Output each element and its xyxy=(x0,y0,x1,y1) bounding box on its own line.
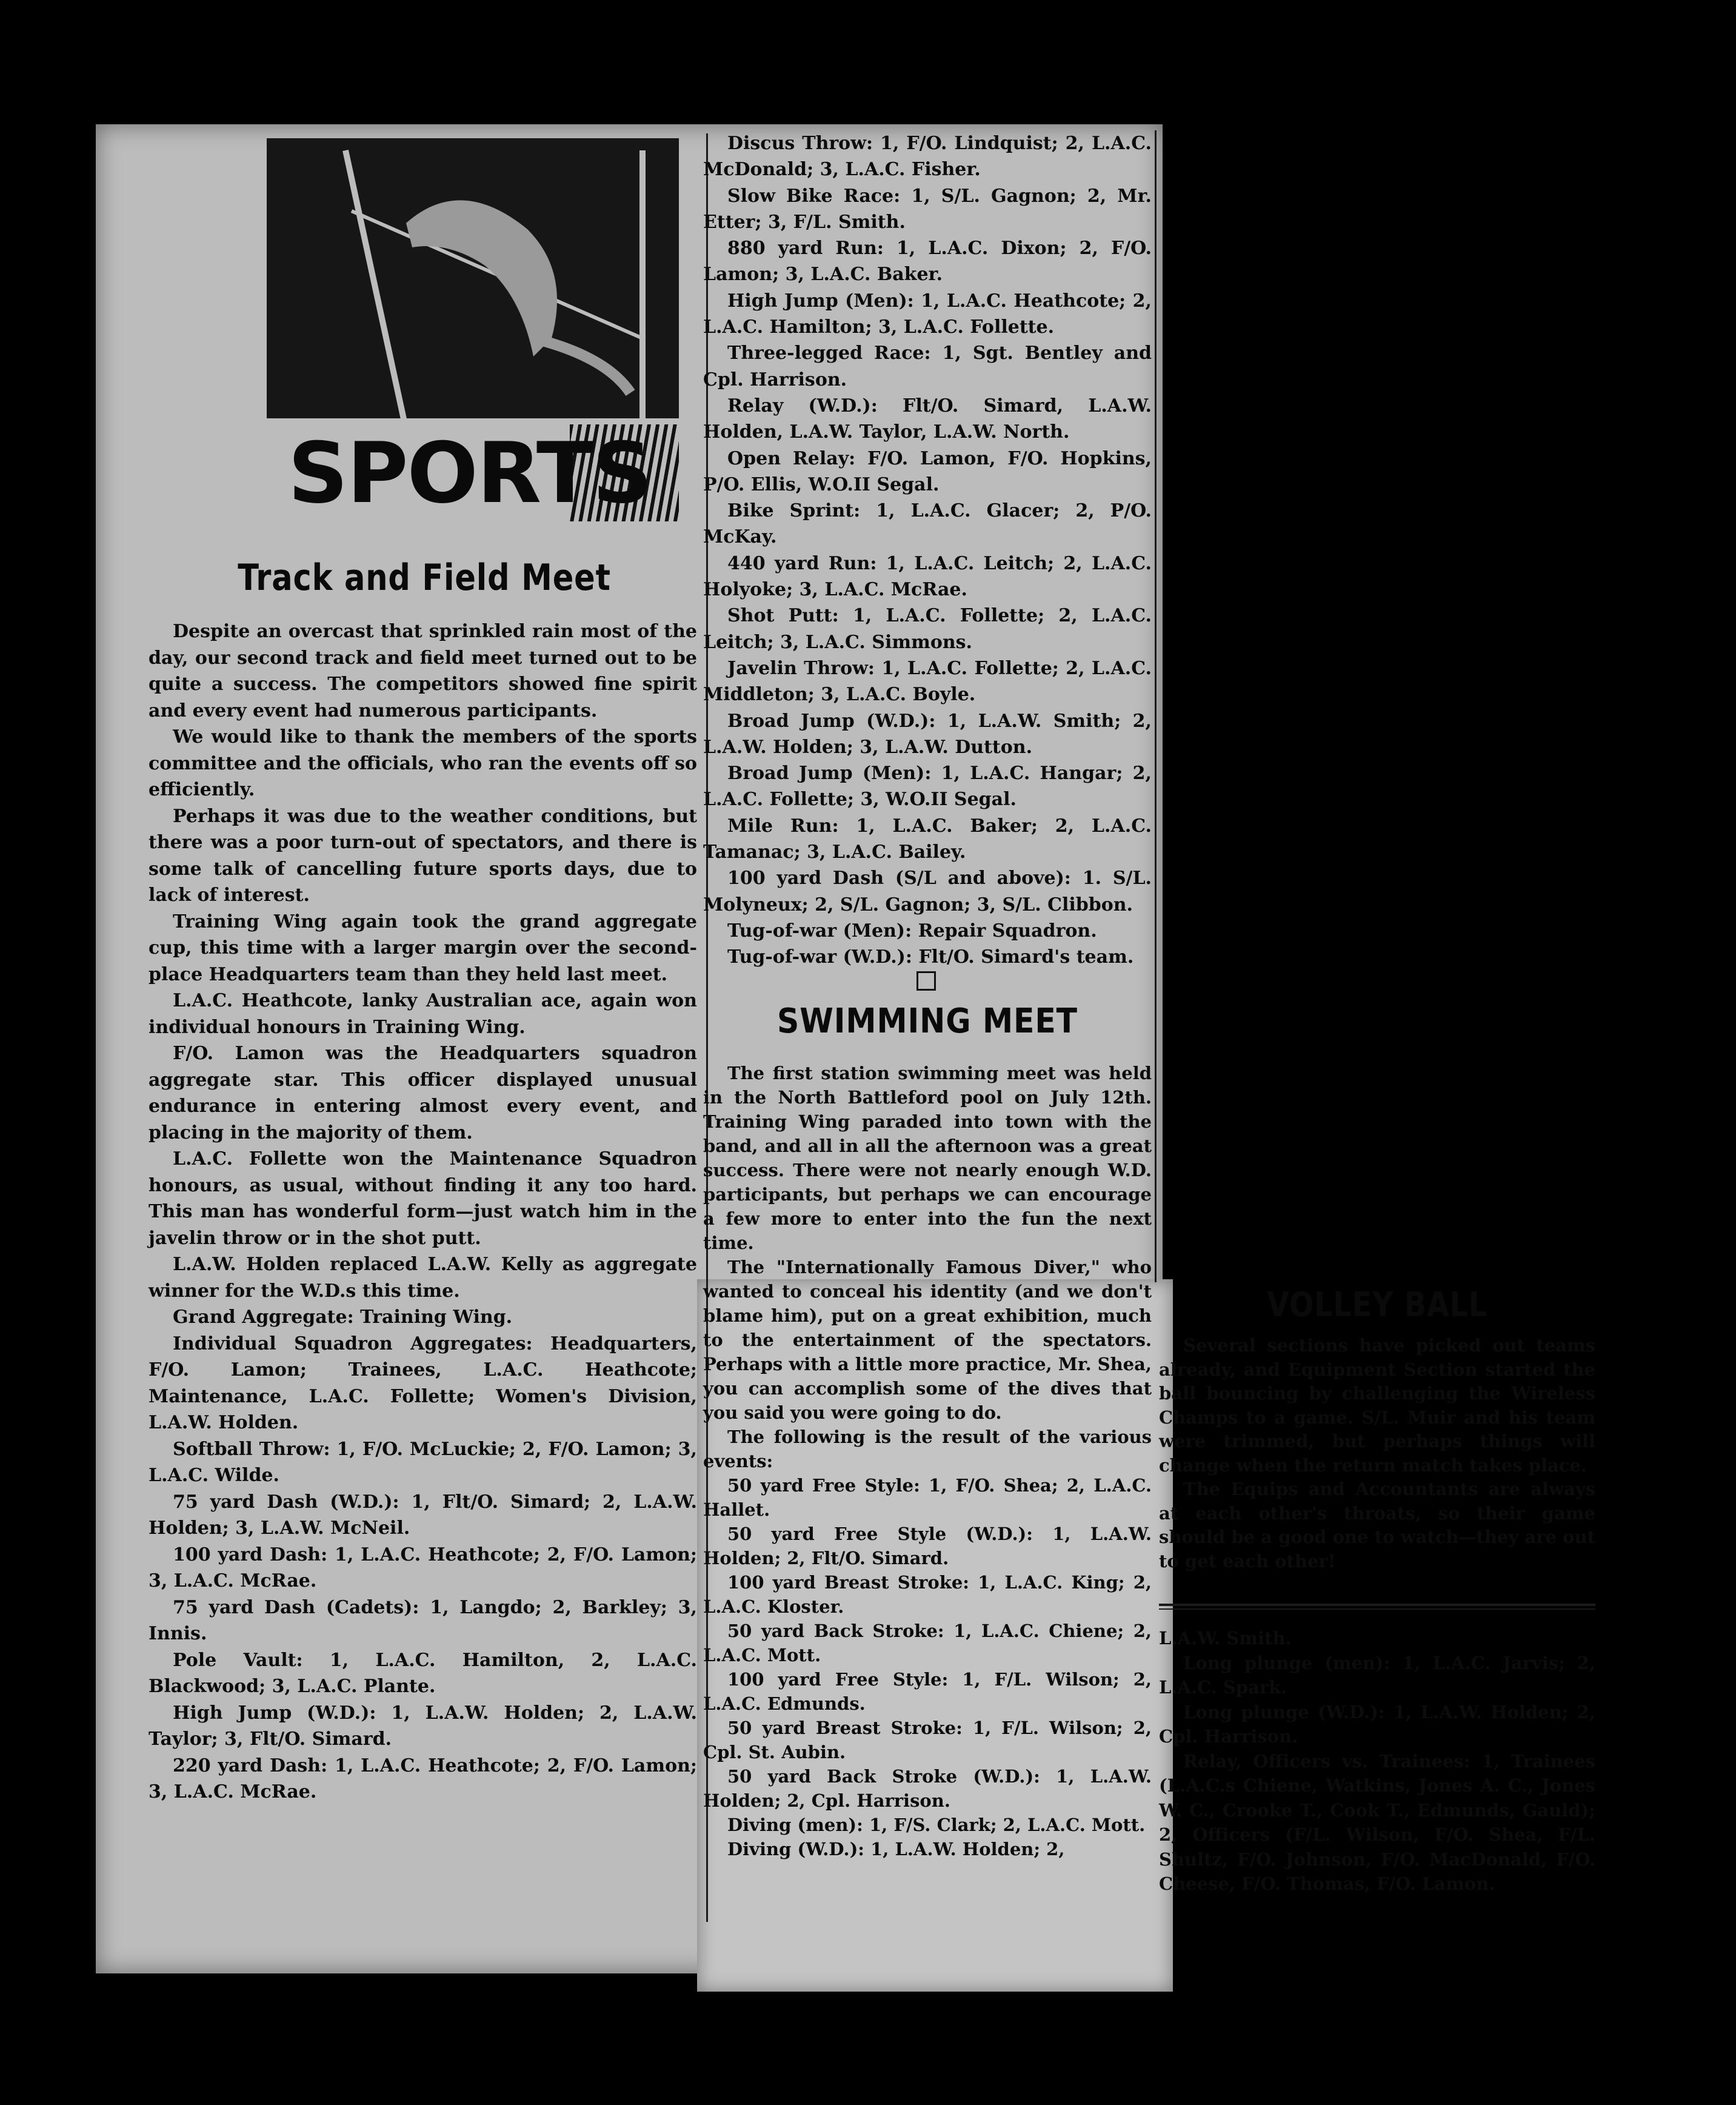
result-line: Relay (W.D.): Flt/O. Simard, L.A.W. Holden, L.A.W. Taylor, L.A.W. North. xyxy=(703,395,1152,443)
result-line: 50 yard Breast Stroke: 1, F/L. Wilson; 2, Cpl. St. Aubin. xyxy=(703,1718,1152,1762)
swimming-article xyxy=(703,1061,1152,1861)
paragraph: Despite an overcast that sprinkled rain most of the day, our second track and field meet turned out to be quite a success. The competitors showed fine spirit and every event had numerous participants. xyxy=(149,621,697,721)
paragraph: L.A.C. Heathcote, lanky Australian ace, again won individual honours in Training Wing. xyxy=(149,990,697,1038)
volley-divider xyxy=(1159,1604,1595,1606)
result-line: Mile Run: 1, L.A.C. Baker; 2, L.A.C. Tamanac; 3, L.A.C. Bailey. xyxy=(703,815,1152,863)
result-line: 50 yard Back Stroke (W.D.): 1, L.A.W. Holden; 2, Cpl. Harrison. xyxy=(703,1766,1152,1811)
result-line: Tug-of-war (Men): Repair Squadron. xyxy=(727,920,1097,942)
paragraph: The "Internationally Famous Diver," who wanted to conceal his identity (and we don't blame him), put on a great exhibition, much to the entertainment of the spectators. Perhaps with a little more practice, Mr. Shea, you can accomplish some of the dives that you said you were going to do. xyxy=(703,1257,1152,1423)
paragraph: F/O. Lamon was the Headquarters squadron aggregate star. This officer displayed unusual endurance in entering almost every event, and placing in the majority of them. xyxy=(149,1043,697,1143)
paragraph: L.A.W. Holden replaced L.A.W. Kelly as aggregate winner for the W.D.s this time. xyxy=(149,1254,697,1302)
result-line: 50 yard Free Style (W.D.): 1, L.A.W. Holden; 2, Flt/O. Simard. xyxy=(703,1524,1152,1568)
track-headline: Track and Field Meet xyxy=(238,557,611,599)
result-line: L.A.W. Smith. xyxy=(1159,1628,1292,1648)
result-line: High Jump (Men): 1, L.A.C. Heathcote; 2, L.A.C. Hamilton; 3, L.A.C. Follette. xyxy=(703,290,1152,338)
paragraph: Individual Squadron Aggregates: Headquarters, F/O. Lamon; Trainees, L.A.C. Heathcote; Maintenance, L.A.C. Follette; Women's Division, L.A.W. Holden. xyxy=(149,1333,697,1433)
result-line: Three-legged Race: 1, Sgt. Bentley and Cpl. Harrison. xyxy=(703,343,1152,390)
result-line: Diving (men): 1, F/S. Clark; 2, L.A.C. Mott. xyxy=(727,1815,1146,1835)
paragraph: Several sections have picked out teams already, and Equipment Section started the ball bouncing by challenging the Wireless Champs to a game. S/L. Muir and his team were trimmed, but perhaps things will change when the return match takes place. xyxy=(1159,1335,1595,1476)
paragraph: The first station swimming meet was held in the North Battleford pool on July 12th. Training Wing paraded into town with the band, and all in all the afternoon was a great success. There were not nearly enough W.D. participants, but perhaps we can encourage a few more to enter into the fun the next time. xyxy=(703,1063,1152,1253)
section-break-icon xyxy=(916,971,936,991)
track-article xyxy=(149,618,697,1805)
result-line: High Jump (W.D.): 1, L.A.W. Holden; 2, L.A.W. Taylor; 3, Flt/O. Simard. xyxy=(149,1702,697,1750)
result-line: Bike Sprint: 1, L.A.C. Glacer; 2, P/O. McKay. xyxy=(703,500,1152,548)
result-line: 75 yard Dash (W.D.): 1, Flt/O. Simard; 2, L.A.W. Holden; 3, L.A.W. McNeil. xyxy=(149,1491,697,1539)
result-line: 440 yard Run: 1, L.A.C. Leitch; 2, L.A.C. Holyoke; 3, L.A.C. McRae. xyxy=(703,552,1152,601)
swimming-headline: SWIMMING MEET xyxy=(777,1002,1078,1041)
result-line: 100 yard Free Style: 1, F/L. Wilson; 2, L.A.C. Edmunds. xyxy=(703,1669,1152,1714)
paragraph: The following is the result of the various events: xyxy=(703,1427,1152,1471)
result-line: Slow Bike Race: 1, S/L. Gagnon; 2, Mr. Etter; 3, F/L. Smith. xyxy=(703,185,1152,233)
track-results-continued xyxy=(703,130,1152,971)
result-line: Softball Throw: 1, F/O. McLuckie; 2, F/O. Lamon; 3, L.A.C. Wilde. xyxy=(149,1438,697,1486)
result-line: Tug-of-war (W.D.): Flt/O. Simard's team. xyxy=(727,946,1134,968)
result-line: 220 yard Dash: 1, L.A.C. Heathcote; 2, F/O. Lamon; 3, L.A.C. McRae. xyxy=(149,1755,697,1802)
paragraph: L.A.C. Follette won the Maintenance Squadron honours, as usual, without finding it any too hard. This man has wonderful form—just watch him in the javelin throw or in the shot putt. xyxy=(149,1148,697,1249)
paragraph: Grand Aggregate: Training Wing. xyxy=(173,1307,513,1328)
result-line: Broad Jump (W.D.): 1, L.A.W. Smith; 2, L.A.W. Holden; 3, L.A.W. Dutton. xyxy=(703,710,1152,758)
swimming-continued xyxy=(1159,1626,1595,1896)
result-line: Pole Vault: 1, L.A.C. Hamilton, 2, L.A.C. Blackwood; 3, L.A.C. Plante. xyxy=(149,1649,697,1697)
result-line: Broad Jump (Men): 1, L.A.C. Hangar; 2, L.A.C. Follette; 3, W.O.II Segal. xyxy=(703,763,1152,811)
result-line: Long plunge (W.D.): 1, L.A.W. Holden; 2, Cpl. Harrison. xyxy=(1159,1701,1595,1747)
column-rule xyxy=(1155,130,1157,1282)
result-line: 75 yard Dash (Cadets): 1, Langdo; 2, Barkley; 3, Innis. xyxy=(149,1596,697,1644)
result-line: Long plunge (men): 1, L.A.C. Jarvis; 2, L.A.C. Spark. xyxy=(1159,1652,1595,1698)
result-line: 100 yard Dash (S/L and above): 1. S/L. Molyneux; 2, S/L. Gagnon; 3, S/L. Clibbon. xyxy=(703,868,1152,915)
result-line: Diving (W.D.): 1, L.A.W. Holden; 2, xyxy=(727,1839,1065,1859)
result-line: Javelin Throw: 1, L.A.C. Follette; 2, L.A.C. Middleton; 3, L.A.C. Boyle. xyxy=(703,657,1152,706)
paragraph: Perhaps it was due to the weather conditions, but there was a poor turn-out of spectators, and there is some talk of cancelling future sports days, due to lack of interest. xyxy=(149,805,697,906)
result-line: Discus Throw: 1, F/O. Lindquist; 2, L.A.C. McDonald; 3, L.A.C. Fisher. xyxy=(703,133,1152,181)
result-line: 880 yard Run: 1, L.A.C. Dixon; 2, F/O. Lamon; 3, L.A.C. Baker. xyxy=(703,238,1152,286)
sports-masthead: SPORTS xyxy=(288,424,652,522)
volley-headline: VOLLEY BALL xyxy=(1267,1285,1487,1325)
result-line: Shot Putt: 1, L.A.C. Follette; 2, L.A.C. Leitch; 3, L.A.C. Simmons. xyxy=(703,605,1152,653)
result-line: 100 yard Dash: 1, L.A.C. Heathcote; 2, F/O. Lamon; 3, L.A.C. McRae. xyxy=(149,1544,697,1591)
paragraph: We would like to thank the members of the sports committee and the officials, who ran the events off so efficiently. xyxy=(149,726,697,800)
result-line: 50 yard Free Style: 1, F/O. Shea; 2, L.A.C. Hallet. xyxy=(703,1475,1152,1520)
volley-divider xyxy=(1159,1608,1595,1610)
result-line: 50 yard Back Stroke: 1, L.A.C. Chiene; 2, L.A.C. Mott. xyxy=(703,1621,1152,1665)
result-line: Open Relay: F/O. Lamon, F/O. Hopkins, P/O. Ellis, W.O.II Segal. xyxy=(703,447,1152,495)
result-line: Relay, Officers vs. Trainees: 1, Trainees (L.A.C.s Chiene, Watkins, Jones A. C., Jones W. C., Crooke T., Cook T., Edmunds, Gauld); 2, Officers (F/L. Wilson, F/O. Shea, F/L. Shultz, F/O. Johnson, F/O. MacDonald, F/O. Cheese, F/O. Thomas, F/O. Lamon. xyxy=(1159,1750,1595,1894)
paragraph: The Equips and Accountants are always at each other's throats, so their game should be a good one to watch—they are out to get each other! xyxy=(1159,1479,1595,1571)
result-line: 100 yard Breast Stroke: 1, L.A.C. King; 2, L.A.C. Kloster. xyxy=(703,1572,1152,1617)
volley-article xyxy=(1159,1334,1595,1573)
paragraph: Training Wing again took the grand aggregate cup, this time with a larger margin over the second-place Headquarters team than they held last meet. xyxy=(149,911,697,985)
